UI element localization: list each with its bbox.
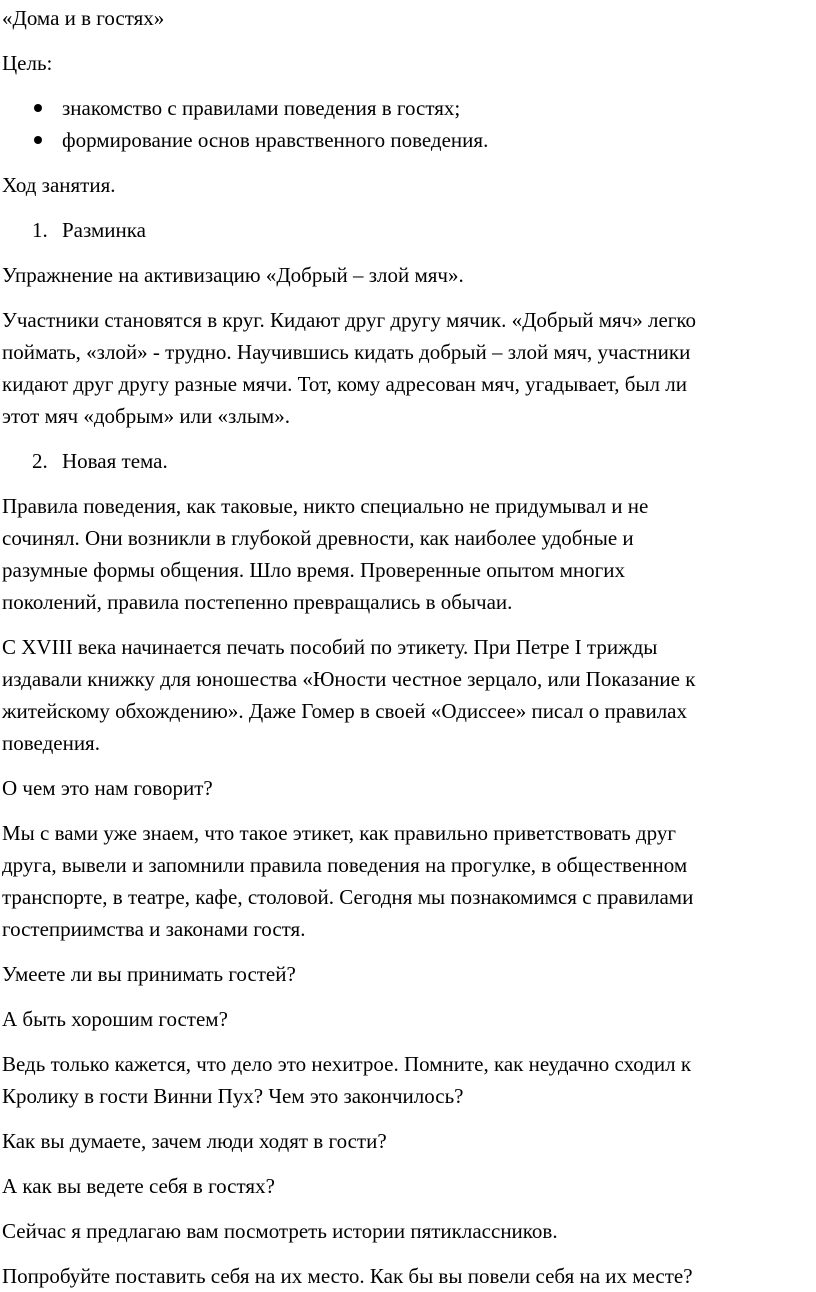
- paragraph-winnie-pooh: [2, 1048, 816, 1112]
- text-line: Кролику в гости Винни Пух? Чем это закончилось?: [2, 1084, 464, 1108]
- goal-item-text: знакомство с правилами поведения в гостях;: [62, 96, 461, 120]
- goal-list: [2, 92, 816, 156]
- section-2-list: [2, 445, 816, 477]
- section-1-title: Разминка: [62, 218, 146, 242]
- text-line: Участники становятся в круг. Кидают друг другу мячик. «Добрый мяч» легко: [2, 308, 697, 332]
- document-title: «Дома и в гостях»: [2, 6, 165, 30]
- text-line: сочинял. Они возникли в глубокой древности, как наиболее удобные и: [2, 526, 634, 550]
- text-line: Мы с вами уже знаем, что такое этикет, как правильно приветствовать друг: [2, 821, 676, 845]
- text-line: издавали книжку для юношества «Юности честное зерцало, или Показание к: [2, 667, 696, 691]
- section-1-number: 1.: [32, 218, 48, 242]
- question-4: Как вы думаете, зачем люди ходят в гости?: [2, 1129, 387, 1153]
- text-line: кидают друг другу разные мячи. Тот, кому адресован мяч, угадывает, был ли: [2, 372, 687, 396]
- exercise-text: Упражнение на активизацию «Добрый – злой мяч».: [2, 263, 464, 287]
- text-line: поколений, правила постепенно превращались в обычаи.: [2, 590, 513, 614]
- goal-item: [2, 92, 816, 124]
- section-1-list: [2, 214, 816, 246]
- course-label: Ход занятия.: [2, 173, 116, 197]
- section-2-number: 2.: [32, 449, 48, 473]
- text-line: Правила поведения, как таковые, никто специально не придумывал и не: [2, 494, 649, 518]
- text-line: С XVIII века начинается печать пособий по этикету. При Петре I трижды: [2, 635, 658, 659]
- question-5: А как вы ведете себя в гостях?: [2, 1174, 275, 1198]
- question-1: О чем это нам говорит?: [2, 776, 213, 800]
- text-line: поведения.: [2, 731, 100, 755]
- text-line: Ведь только кажется, что дело это нехитрое. Помните, как неудачно сходил к: [2, 1052, 692, 1076]
- section-2-title: Новая тема.: [62, 449, 168, 473]
- paragraph-known-rules: [2, 817, 816, 945]
- question-3: А быть хорошим гостем?: [2, 1007, 228, 1031]
- text-line: разумные формы общения. Шло время. Проверенные опытом многих: [2, 558, 625, 582]
- bullet-icon: [34, 136, 42, 144]
- text-line: гостеприимства и законами гостя.: [2, 917, 306, 941]
- text-line: друга, вывели и запомнили правила поведения на прогулке, в общественном: [2, 853, 688, 877]
- paragraph-rules-origin: [2, 490, 816, 618]
- goal-label: Цель:: [2, 51, 53, 75]
- paragraph-etiquette-history: [2, 631, 816, 759]
- section-1-item: [2, 214, 816, 246]
- paragraph-participants: [2, 304, 816, 432]
- section-2-item: [2, 445, 816, 477]
- text-line: этот мяч «добрым» или «злым».: [2, 404, 290, 428]
- text-line: поймать, «злой» - трудно. Научившись кидать добрый – злой мяч, участники: [2, 340, 691, 364]
- bullet-icon: [34, 104, 42, 112]
- paragraph-try: Попробуйте поставить себя на их место. Как бы вы повели себя на их месте?: [2, 1264, 693, 1288]
- goal-item: [2, 124, 816, 156]
- paragraph-stories: Сейчас я предлагаю вам посмотреть истории пятиклассников.: [2, 1219, 558, 1243]
- text-line: транспорте, в театре, кафе, столовой. Сегодня мы познакомимся с правилами: [2, 885, 694, 909]
- text-line: житейскому обхождению». Даже Гомер в своей «Одиссее» писал о правилах: [2, 699, 688, 723]
- goal-item-text: формирование основ нравственного поведения.: [62, 128, 489, 152]
- question-2: Умеете ли вы принимать гостей?: [2, 962, 296, 986]
